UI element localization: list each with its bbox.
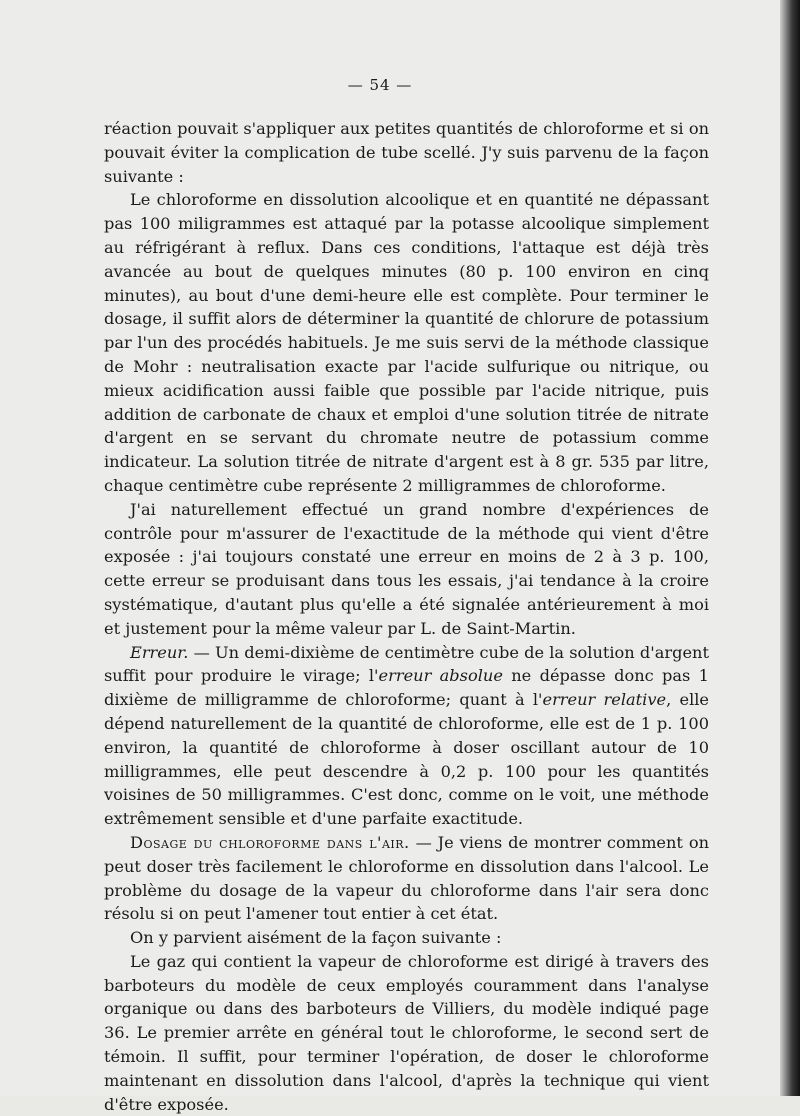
paragraph-method: Le chloroforme en dissolution alcoolique et en quantité ne dépassant pas 100 miligrammes est attaqué par la potasse alcoolique simplement au réfrigérant à reflux. Dans ces conditions, l'attaque est déjà très avancée au bout de quelques minutes (80 p. 100 environ en cinq minutes), au bout d'une demi-heure elle est complète. Pour terminer le dosage, il suffit alors de déterminer la quantité de chlorure de potassium par l'un des procédés habituels. Je me suis servi de la méthode classique de Mohr : neutralisation exacte par l'acide sulfurique ou nitrique, ou mieux acidification aussi faible que possible par l'acide nitrique, puis addition de carbonate de chaux et emploi d'une solution titrée de nitrate d'argent en se servant du chromate neutre de potassium comme indicateur. La solution titrée de nitrate d'argent est à 8 gr. 535 par litre, chaque centimètre cube représente 2 milligrammes de chloroforme. — [104, 190, 709, 495]
error-heading: Erreur. — [130, 642, 189, 662]
page-number: — 54 — — [347, 76, 413, 94]
page-edge-shadow — [780, 0, 800, 1096]
paragraph-error: Erreur. — Un demi-dixième de centimètre cube de la solution d'argent suffit pour produire le virage; l'erreur absolue ne dépasse donc pas 1 dixième de milligramme de chloroforme; quant à l'erreur relative, elle dépend naturellement de la quantité de chloroforme, elle est de 1 p. 100 environ, la quantité de chloroforme à doser oscillant autour de 10 milligrammes, elle peut descendre à 0,2 p. 100 pour les quantités voisines de 50 milligrammes. C'est donc, comme on le voit, une méthode extrêmement sensible et d'une parfaite exactitude. — [104, 642, 710, 829]
paragraph-control-experiments: J'ai naturellement effectué un grand nombre d'expériences de contrôle pour m'assurer de l'exactitude de la méthode qui vient d'être exposée : j'ai toujours constaté une erreur en moins de 2 à 3 p. 100, cette erreur se produisant dans tous les essais, j'ai tendance à la croire systématique, d'autant plus qu'elle a été signalée antérieurement à moi et justement pour la même valeur par L. de Saint-Martin. — [104, 499, 709, 638]
paragraph-procedure: Le gaz qui contient la vapeur de chloroforme est dirigé à travers des barboteurs du modèle de ceux employés couramment dans l'analyse organique ou dans des barboteurs de Villiers, du modèle indiqué page 36. Le premier arrête en général tout le chloroforme, le second sert de témoin. Il suffit, pour terminer l'opération, de doser le chloroforme maintenant en dissolution dans l'alcool, d'après la technique qui vient d'être exposée. — [104, 951, 709, 1114]
section-heading: Dosage du chloroforme dans l'air. — [130, 832, 410, 852]
body-text — [104, 117, 709, 1116]
paragraph-air-dosage: Dosage du chloroforme dans l'air. — Je viens de montrer comment on peut doser très facilement le chloroforme en dissolution dans l'alcool. Le problème du dosage de la vapeur du chloroforme dans l'air sera donc résolu si on peut l'amener tout entier à cet état. — [104, 832, 709, 924]
paragraph-continuation: réaction pouvait s'appliquer aux petites quantités de chloroforme et si on pouvait éviter la complication de tube scellé. J'y suis parvenu de la façon suivante : — [104, 119, 709, 186]
paragraph-procedure-intro: On y parvient aisément de la façon suivante : — [130, 928, 502, 948]
